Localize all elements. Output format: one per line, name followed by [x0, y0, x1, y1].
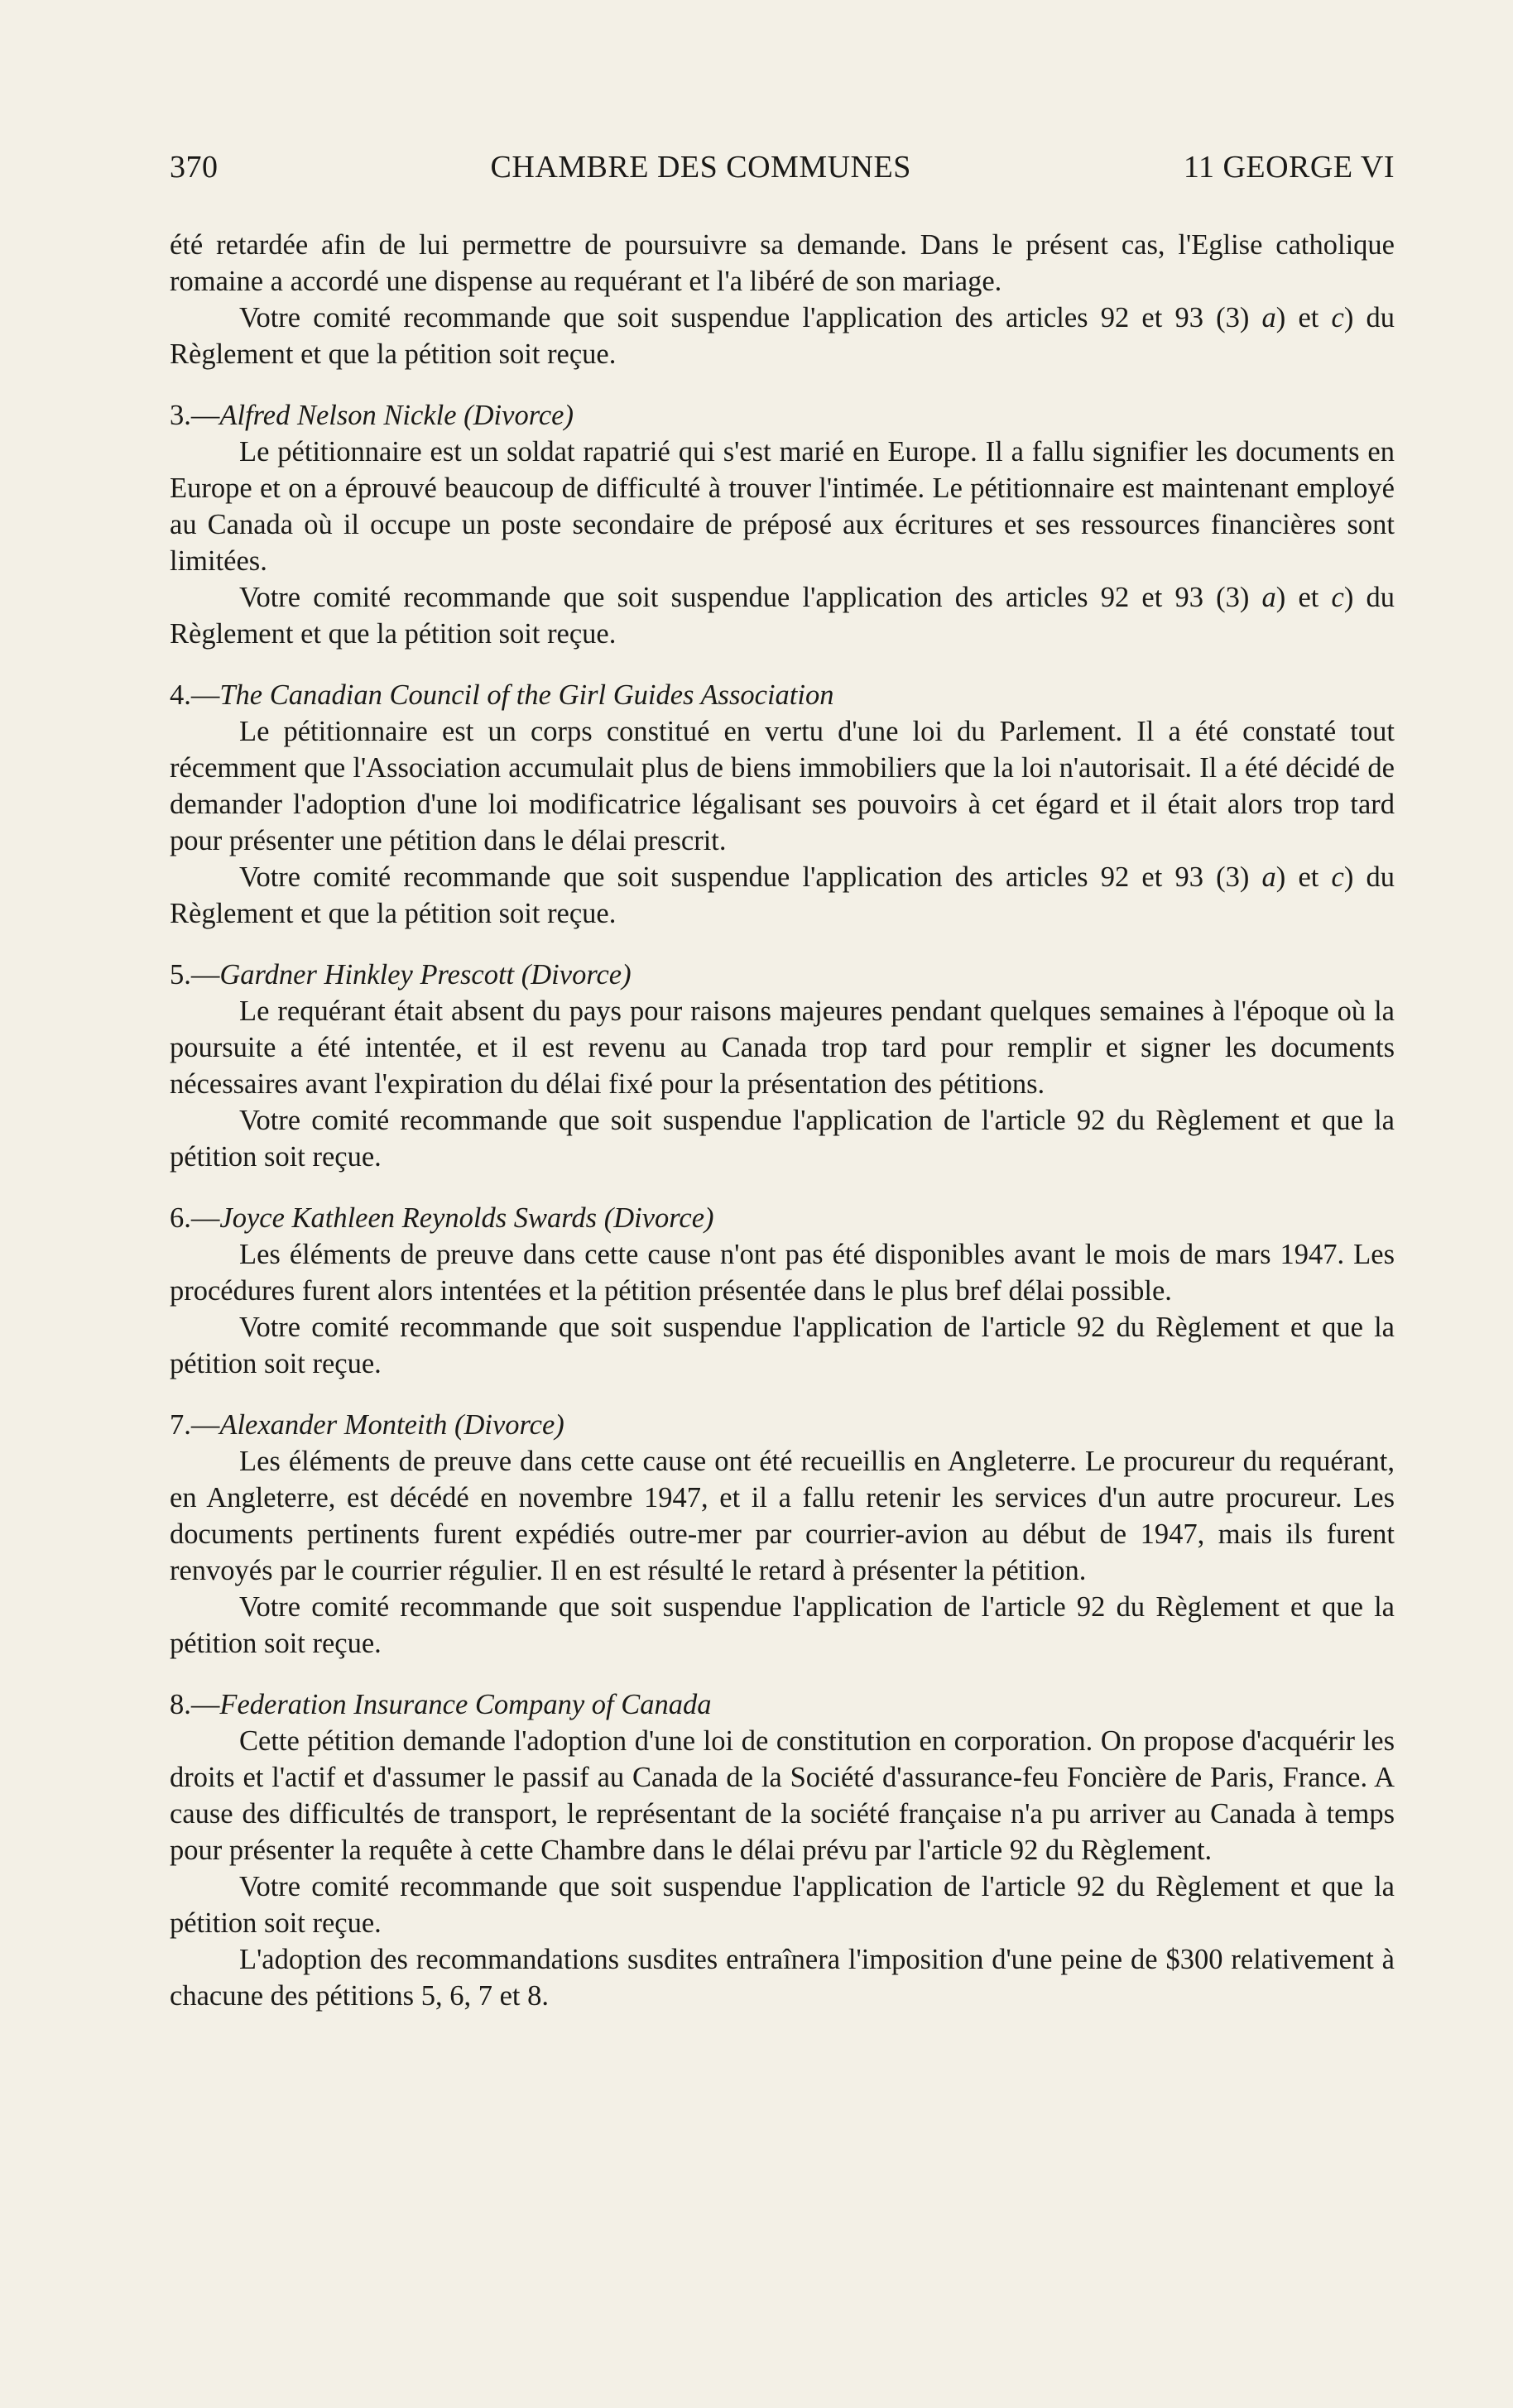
section-heading: [170, 397, 1395, 434]
section-recommendation: Votre comité recommande que soit suspendue l'application de l'article 92 du Règlement et que la pétition soit reçue.: [170, 1105, 1395, 1173]
section-heading: [170, 1686, 1395, 1723]
section-title: Gardner Hinkley Prescott (Divorce): [219, 959, 632, 991]
section-number: 7.—: [170, 1409, 220, 1441]
section-recommendation: Votre comité recommande que soit suspendue l'application des articles 92 et 93 (3) a) et c) du Règlement et que la pétition soit reçue.: [170, 582, 1395, 650]
section-title: Alexander Monteith (Divorce): [219, 1409, 564, 1441]
section-recommendation: Votre comité recommande que soit suspendue l'application de l'article 92 du Règlement et que la pétition soit reçue.: [170, 1591, 1395, 1659]
section-title: Alfred Nelson Nickle (Divorce): [219, 400, 574, 431]
intro-paragraph: été retardée afin de lui permettre de poursuivre sa demande. Dans le présent cas, l'Eglise catholique romaine a accordé une dispense au requérant et l'a libéré de son mariage.: [170, 229, 1395, 297]
section-body: Cette pétition demande l'adoption d'une loi de constitution en corporation. On propose d'acquérir les droits et l'actif et d'assumer le passif au Canada de la Société d'assurance-feu Foncière de Paris, France. A cause des difficultés de transport, le représentant de la société française n'a pu arriver au Canada à temps pour présenter la requête à cette Chambre dans le délai prévu par l'article 92 du Règlement.: [170, 1725, 1395, 1866]
intro-recommendation: Votre comité recommande que soit suspendue l'application des articles 92 et 93 (3) a) et c) du Règlement et que la pétition soit reçue.: [170, 302, 1395, 370]
running-head: [170, 149, 1395, 185]
section-body: Les éléments de preuve dans cette cause n'ont pas été disponibles avant le mois de mars 1947. Les procédures furent alors intentées et la pétition présentée dans le plus bref délai possible.: [170, 1239, 1395, 1307]
intro-block: [170, 227, 1395, 372]
closing-paragraph: L'adoption des recommandations susdites entraînera l'imposition d'une peine de $300 relativement à chacune des pétitions 5, 6, 7 et 8.: [170, 1944, 1395, 2012]
section-title: The Canadian Council of the Girl Guides Association: [219, 679, 834, 711]
section-5: [170, 957, 1395, 1175]
section-title: Federation Insurance Company of Canada: [219, 1689, 712, 1720]
section-recommendation: Votre comité recommande que soit suspendue l'application de l'article 92 du Règlement et que la pétition soit reçue.: [170, 1871, 1395, 1939]
section-number: 5.—: [170, 959, 220, 991]
section-heading: [170, 1407, 1395, 1443]
section-heading: [170, 1200, 1395, 1236]
section-recommendation: Votre comité recommande que soit suspendue l'application de l'article 92 du Règlement et que la pétition soit reçue.: [170, 1312, 1395, 1379]
section-body: Le pétitionnaire est un corps constitué en vertu d'une loi du Parlement. Il a été constaté tout récemment que l'Association accumulait plus de biens immobiliers que la loi n'autorisait. Il a été décidé de demander l'adoption d'une loi modificatrice légalisant ses pouvoirs à cet égard et il était alors trop tard pour présenter une pétition dans le délai prescrit.: [170, 716, 1395, 856]
section-6: [170, 1200, 1395, 1382]
section-body: Le requérant était absent du pays pour raisons majeures pendant quelques semaines à l'époque où la poursuite a été intentée, et il est revenu au Canada trop tard pour remplir et signer les documents nécessaires avant l'expiration du délai fixé pour la présentation des pétitions.: [170, 995, 1395, 1100]
section-number: 4.—: [170, 679, 220, 711]
section-title: Joyce Kathleen Reynolds Swards (Divorce): [219, 1202, 714, 1234]
regnal-year: 11 GEORGE VI: [1183, 150, 1395, 185]
section-number: 3.—: [170, 400, 220, 431]
section-7: [170, 1407, 1395, 1662]
section-body: Le pétitionnaire est un soldat rapatrié qui s'est marié en Europe. Il a fallu signifier les documents en Europe et on a éprouvé beaucoup de difficulté à trouver l'intimée. Le pétitionnaire est maintenant employé au Canada où il occupe un poste secondaire de préposé aux écritures et ses ressources financières sont limitées.: [170, 436, 1395, 577]
section-number: 8.—: [170, 1689, 220, 1720]
section-heading: [170, 957, 1395, 993]
section-8: [170, 1686, 1395, 2014]
page-title: CHAMBRE DES COMMUNES: [490, 150, 911, 185]
section-number: 6.—: [170, 1202, 220, 1234]
section-3: [170, 397, 1395, 652]
section-body: Les éléments de preuve dans cette cause ont été recueillis en Angleterre. Le procureur du requérant, en Angleterre, est décédé en novembre 1947, et il a fallu retenir les services d'un autre procureur. Les documents pertinents furent expédiés outre-mer par courrier-avion au début de 1947, mais ils furent renvoyés par le courrier régulier. Il en est résulté le retard à présenter la pétition.: [170, 1446, 1395, 1586]
section-heading: [170, 677, 1395, 713]
document-page: [170, 149, 1395, 2014]
section-4: [170, 677, 1395, 932]
section-recommendation: Votre comité recommande que soit suspendue l'application des articles 92 et 93 (3) a) et c) du Règlement et que la pétition soit reçue.: [170, 861, 1395, 929]
page-number: 370: [170, 150, 219, 185]
